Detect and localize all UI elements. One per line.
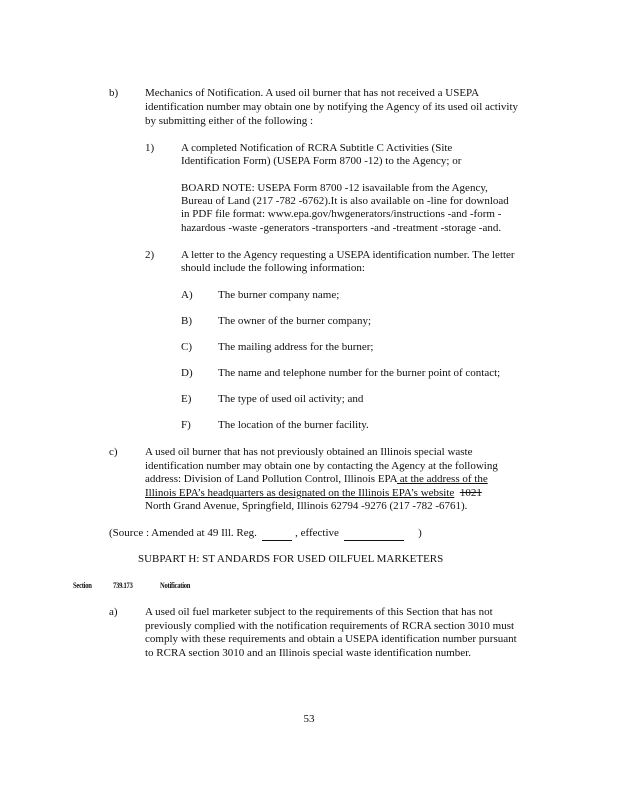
item-b1-line-1: A completed Notification of RCRA Subtitle C Activities (Site [181,142,453,154]
item-b2-line-1: A letter to the Agency requesting a USEPA identification number. The letter [181,249,515,261]
section-word: Section [73,581,92,590]
subitem-text: The burner company name; [218,289,340,301]
item-a-label: a) [109,606,118,618]
subitem-label: C) [181,341,192,353]
item-c-address-text: address: Division of Land Pollution Control, Illinois EPA [145,473,397,485]
item-c-line-1: A used oil burner that has not previously obtained an Illinois special waste [145,446,473,458]
subitem-label: D) [181,367,193,379]
item-b-line-3: by submitting either of the following : [145,115,314,127]
source-note-effective: , effective [295,527,339,539]
item-b2-label: 2) [145,249,155,261]
subitem-label: F) [181,419,191,431]
subitem-label: B) [181,315,192,327]
item-b1-label: 1) [145,142,155,154]
subpart-heading: SUBPART H: ST ANDARDS FOR USED OILFUEL MARKETERS [138,553,444,565]
item-a-line-4: to RCRA section 3010 and an Illinois special waste identification number. [145,647,471,659]
item-c-inserted-headquarters: Illinois EPA’s headquarters as designated on the Illinois EPA’s website [145,487,455,499]
item-b1-line-2: Identification Form) (USEPA Form 8700 -12) to the Agency; or [181,155,462,167]
item-c-label: c) [109,446,118,458]
subitem-text: The location of the burner facility. [218,419,369,431]
item-a-line-1: A used oil fuel marketer subject to the requirements of this Section that has not [145,606,493,618]
item-c-line-5: North Grand Avenue, Springfield, Illinois 62794 -9276 (217 -782 -6761). [145,500,468,512]
item-b-line-2: identification number may obtain one by notifying the Agency of its used oil activity [145,101,519,113]
subitem-text: The owner of the burner company; [218,315,372,327]
section-title: Notification [160,581,191,590]
page-number: 53 [303,713,315,725]
item-b-label: b) [109,87,119,99]
subitem-text: The type of used oil activity; and [218,393,364,405]
item-b-line-1: Mechanics of Notification. A used oil burner that has not received a USEPA [145,87,480,99]
source-note-close: ) [418,527,422,539]
item-a-line-3: comply with these requirements and obtain a USEPA identification number pursuant [145,633,517,645]
item-b2-line-2: should include the following information: [181,262,365,274]
board-note-line-2: Bureau of Land (217 -782 -6762).It is also available on -line for download [181,195,509,207]
subitem-label: A) [181,289,193,301]
item-c-inserted-text: at the address of the [397,473,488,485]
item-c-line-3 [145,473,488,486]
board-note-line-1: BOARD NOTE: USEPA Form 8700 -12 isavailable from the Agency, [181,182,488,194]
subitem-text: The name and telephone number for the burner point of contact; [218,367,501,379]
source-note [109,527,422,541]
date-blank [344,527,404,541]
item-c-line-2: identification number may obtain one by contacting the Agency at the following [145,460,498,472]
item-c-line-4 [145,487,482,500]
subitem-text: The mailing address for the burner; [218,341,374,353]
section-number: 739.173 [113,581,133,590]
source-note-amended: (Source : Amended at 49 Ill. Reg. [109,527,257,539]
board-note-line-4: hazardous -waste -generators -transporters -and -treatment -storage -and. [181,222,502,234]
item-a-line-2: previously complied with the notification requirements of RCRA section 3010 must [145,620,515,632]
item-c-deleted-text: 1021 [459,487,482,499]
board-note-line-3: in PDF file format: www.epa.gov/hwgenerators/instructions -and -form - [181,208,502,220]
volume-blank [262,527,292,541]
subitem-label: E) [181,393,192,405]
